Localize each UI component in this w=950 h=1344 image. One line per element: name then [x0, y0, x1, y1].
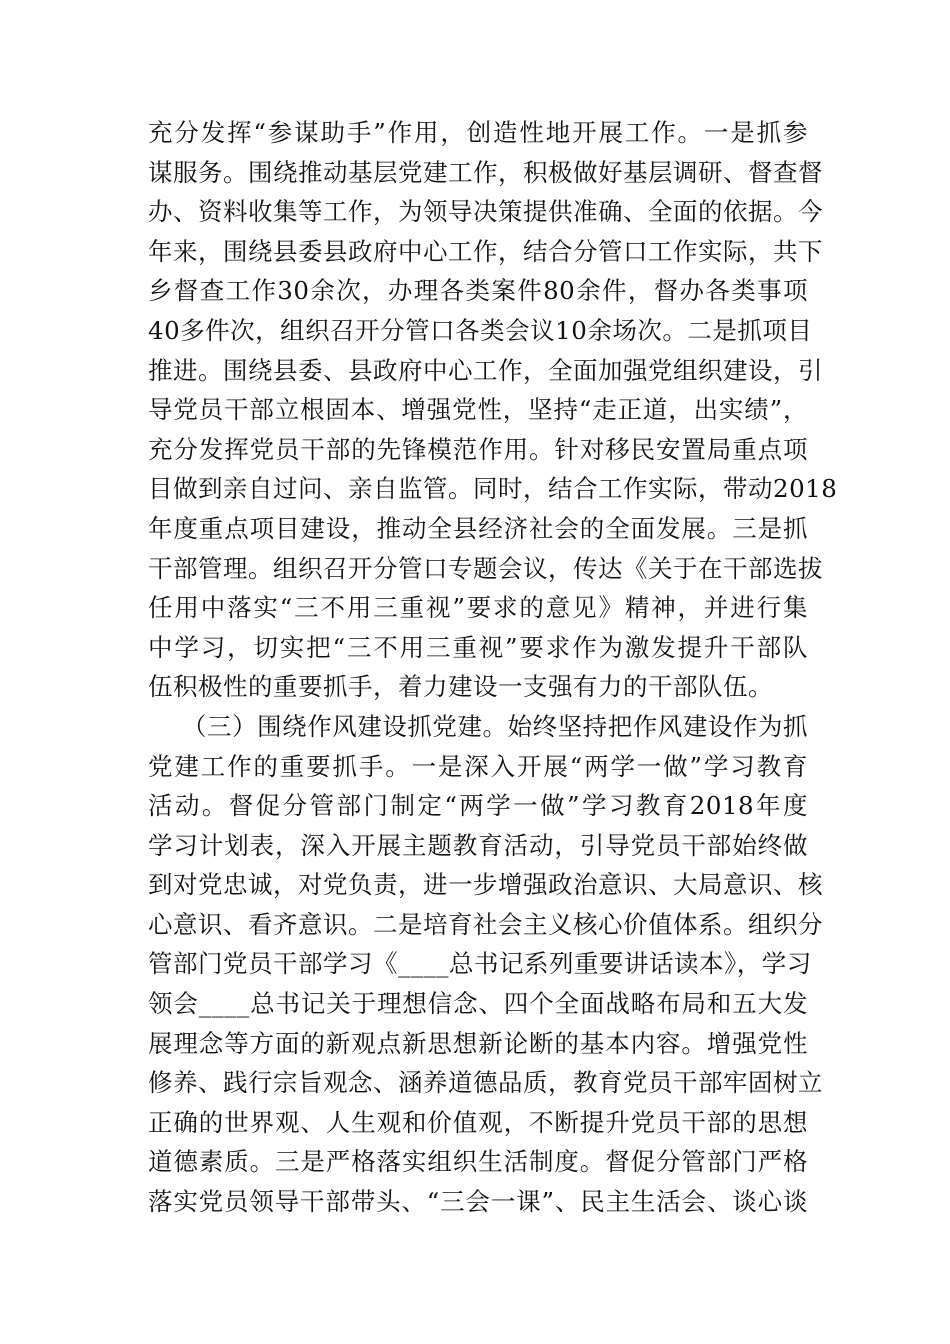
text-line: 落实党员领导干部带头、“三会一课”、民主生活会、谈心谈 [148, 1187, 808, 1217]
text-line: 管部门党员干部学习《____总书记系列重要讲话读本》，学习 [148, 949, 812, 979]
text-line: 修养、践行宗旨观念、涵养道德品质，教育党员干部牢固树立 [148, 1068, 823, 1098]
text-line: （三）围绕作风建设抓党建。始终坚持把作风建设作为抓 [182, 711, 808, 741]
text-line: 目做到亲自过问、亲自监管。同时，结合工作实际，带动2018 [148, 474, 838, 504]
text-line: 活动。督促分管部门制定“两学一做”学习教育2018年度 [148, 791, 808, 821]
text-line: 正确的世界观、人生观和价值观，不断提升党员干部的思想 [148, 1107, 808, 1137]
text-line: 展理念等方面的新观点新思想新论断的基本内容。增强党性 [148, 1028, 808, 1058]
text-line: 推进。围绕县委、县政府中心工作，全面加强党组织建设，引 [148, 355, 823, 385]
text-line: 党建工作的重要抓手。一是深入开展“两学一做”学习教育 [148, 751, 808, 781]
text-line: 中学习，切实把“三不用三重视”要求作为激发提升干部队 [148, 632, 808, 662]
text-line: 到对党忠诚，对党负责，进一步增强政治意识、大局意识、核 [148, 870, 823, 900]
text-line: 充分发挥党员干部的先锋模范作用。针对移民安置局重点项 [148, 434, 808, 464]
text-line: 年来，围绕县委县政府中心工作，结合分管口工作实际，共下 [148, 236, 823, 266]
text-line: 40多件次，组织召开分管口各类会议10余场次。二是抓项目 [148, 315, 813, 345]
body-text [148, 113, 838, 1222]
text-line: 谋服务。围绕推动基层党建工作，积极做好基层调研、督查督 [148, 157, 823, 187]
text-line: 充分发挥“参谋助手”作用，创造性地开展工作。一是抓参 [148, 118, 808, 147]
text-line: 任用中落实“三不用三重视”要求的意见》精神，并进行集 [148, 593, 808, 623]
text-line: 领会____总书记关于理想信念、四个全面战略布局和五大发 [148, 989, 808, 1019]
text-line: 学习计划表，深入开展主题教育活动，引导党员干部始终做 [148, 830, 808, 860]
text-line: 心意识、看齐意识。二是培育社会主义核心价值体系。组织分 [148, 909, 823, 939]
text-line: 道德素质。三是严格落实组织生活制度。督促分管部门严格 [148, 1147, 808, 1177]
text-line: 伍积极性的重要抓手，着力建设一支强有力的干部队伍。 [148, 672, 773, 702]
text-line: 干部管理。组织召开分管口专题会议，传达《关于在干部选拔 [148, 553, 823, 583]
text-line: 办、资料收集等工作，为领导决策提供准确、全面的依据。今 [148, 197, 823, 227]
text-line: 乡督查工作30余次，办理各类案件80余件，督办各类事项 [148, 276, 808, 306]
text-line: 年度重点项目建设，推动全县经济社会的全面发展。三是抓 [148, 513, 808, 543]
text-line: 导党员干部立根固本、增强党性，坚持“走正道，出实绩”， [148, 395, 808, 425]
